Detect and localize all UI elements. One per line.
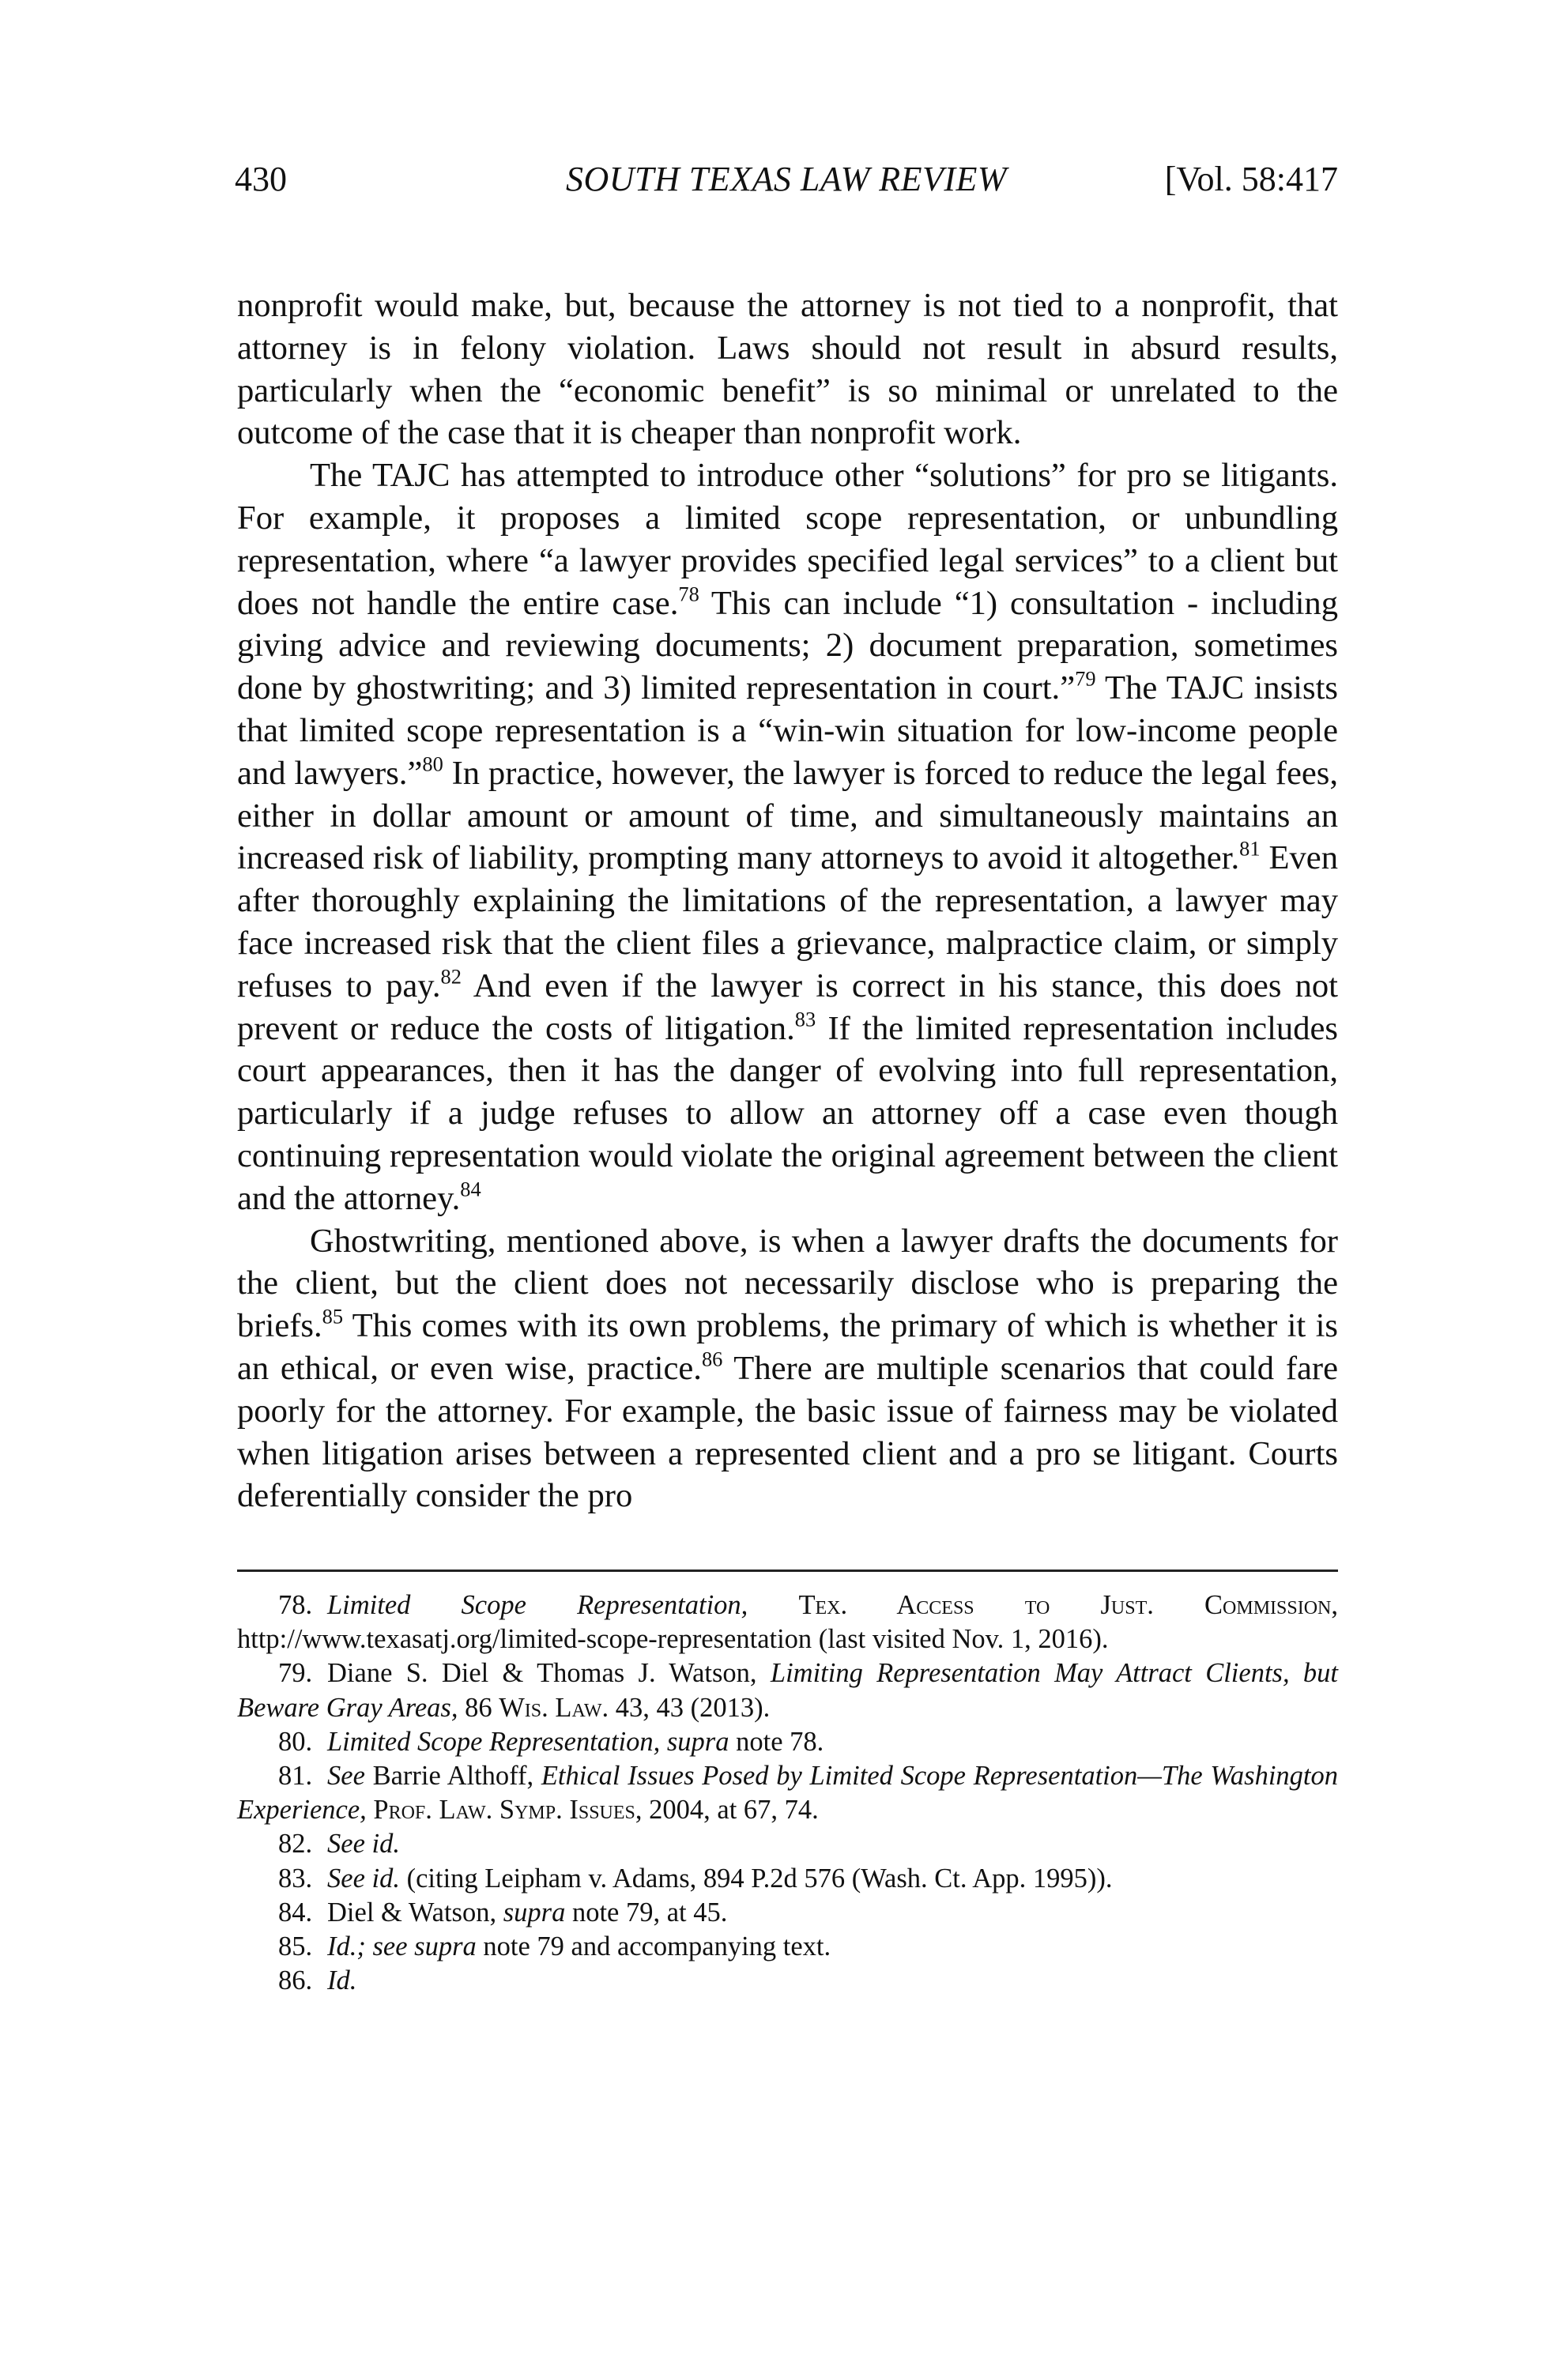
footnote-78: 78. Limited Scope Representation, Tex. Access to Just. Commission, http://www.texasatj.org/limited-scope-representation (last visited Nov. 1, 2016). bbox=[237, 1590, 1339, 1655]
footnote-ref-78[interactable]: 78 bbox=[678, 582, 699, 606]
footnote-81: 81. See Barrie Althoff, Ethical Issues Posed by Limited Scope Representation—The Washington Experience, Prof. Law. Symp. Issues, 2004, at 67, 74. bbox=[237, 1761, 1339, 1826]
page-number: 430 bbox=[235, 160, 287, 198]
footnote-ref-80[interactable]: 80 bbox=[422, 752, 443, 776]
journal-title: SOUTH TEXAS LAW REVIEW bbox=[565, 160, 1008, 198]
footnote-ref-81[interactable]: 81 bbox=[1239, 836, 1261, 861]
footnote-80: 80. Limited Scope Representation, supra note 78. bbox=[278, 1726, 824, 1757]
footnote-86: 86. Id. bbox=[278, 1965, 357, 1996]
footnote-ref-82[interactable]: 82 bbox=[440, 964, 462, 989]
volume-citation: [Vol. 58:417 bbox=[1164, 160, 1338, 198]
footnote-ref-79[interactable]: 79 bbox=[1075, 666, 1096, 691]
body-text bbox=[237, 285, 1338, 1517]
footnote-79: 79. Diane S. Diel & Thomas J. Watson, Limiting Representation May Attract Clients, but Beware Gray Areas, 86 Wis. Law. 43, 43 (2013). bbox=[237, 1658, 1339, 1723]
paragraph-1: nonprofit would make, but, because the attorney is not tied to a nonprofit, that attorney is in felony violation. Laws should not result in absurd results, particularly when the “economic benefit” is so minimal or unrelated to the outcome of the case that it is cheaper than nonprofit work. bbox=[237, 287, 1338, 452]
footnote-ref-84[interactable]: 84 bbox=[460, 1177, 481, 1201]
running-header bbox=[235, 156, 1338, 203]
footnote-ref-85[interactable]: 85 bbox=[322, 1304, 344, 1328]
footnote-85: 85. Id.; see supra note 79 and accompanying text. bbox=[278, 1931, 831, 1962]
footnote-82: 82. See id. bbox=[278, 1829, 400, 1860]
footnote-ref-83[interactable]: 83 bbox=[794, 1007, 816, 1031]
footnote-83: 83. See id. (citing Leipham v. Adams, 894 P.2d 576 (Wash. Ct. App. 1995)). bbox=[278, 1863, 1113, 1894]
footnote-84: 84. Diel & Watson, supra note 79, at 45. bbox=[278, 1897, 728, 1928]
paragraph-2: The TAJC has attempted to introduce other “solutions” for pro se litigants. For example, it proposes a limited scope representation, or unbundling representation, where “a lawyer provides specified legal services” to a client but does not handle the entire case.$^{78}$ This can include “1) consultation - including giving advice and reviewing documents; 2) document preparation, sometimes done by ghostwriting; and 3) limited representation in court.”$^{79}$ The TAJC insists that limited scope representation is a “win-win situation for low-income people and lawyers.”$^{80}$ In practice, however, the lawyer is forced to reduce the legal fees, either in dollar amount or amount of time, and simultaneously maintains an increased risk of liability, prompting many attorneys to avoid it altogether.$^{81}$ Even after thoroughly explaining the limitations of the representation, a lawyer may face increased risk that the client files a grievance, malpractice claim, or simply refuses to pay.$^{82}$ And even if the lawyer is correct in his stance, this does not prevent or reduce the costs of litigation.$^{83}$ If the limited representation includes court appearances, then it has the danger of evolving into full representation, particularly if a judge refuses to allow an attorney off a case even though continuing representation would violate the original agreement between the client and the attorney.$^{84}$ bbox=[237, 457, 1338, 1217]
paragraph-3: Ghostwriting, mentioned above, is when a lawyer drafts the documents for the client, but the client does not necessarily disclose who is preparing the briefs.$^{85}$ This comes with its own problems, the primary of which is whether it is an ethical, or even wise, practice.$^{86}$ There are multiple scenarios that could fare poorly for the attorney. For example, the basic issue of fairness may be violated when litigation arises between a represented client and a pro se litigant. Courts deferentially consider the pro bbox=[237, 1222, 1338, 1515]
footnotes bbox=[237, 1588, 1338, 1998]
footnote-divider bbox=[237, 1570, 1338, 1572]
footnote-ref-86[interactable]: 86 bbox=[701, 1347, 723, 1371]
